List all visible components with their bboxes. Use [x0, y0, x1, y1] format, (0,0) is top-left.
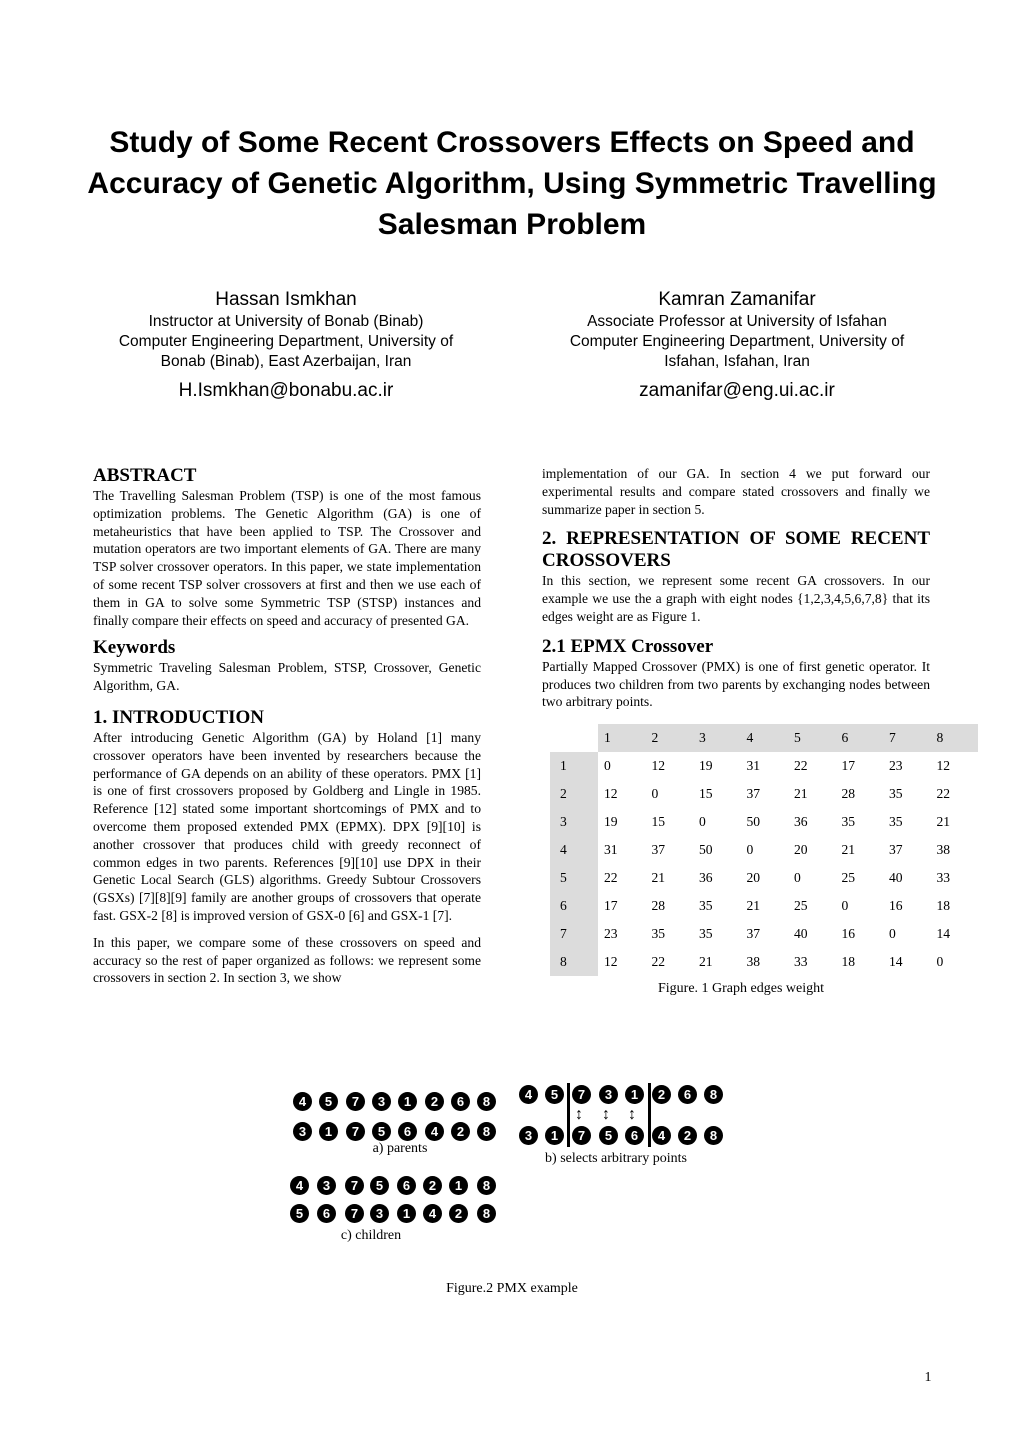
- table-cell: 14: [889, 954, 903, 969]
- node-ball: 7: [345, 1176, 364, 1195]
- node-ball: 5: [290, 1204, 309, 1223]
- row-header: 1: [550, 752, 598, 780]
- intro-paragraph-2: In this paper, we compare some of these crossovers on speed and accuracy so the rest of paper organized as follows: we represent some crossovers in section 2. In section 3, we show: [93, 934, 481, 986]
- node-ball: 7: [346, 1122, 365, 1141]
- children-label: c) children: [340, 1228, 402, 1243]
- table-cell: 25: [841, 870, 856, 885]
- table-cell: 16: [841, 926, 856, 941]
- author-email[interactable]: zamanifar@eng.ui.ac.ir: [639, 380, 835, 401]
- table-cell: 37: [651, 842, 666, 857]
- row-header: 5: [550, 864, 598, 892]
- node-ball: 1: [398, 1092, 417, 1111]
- column-header: 1: [598, 724, 646, 752]
- table-row: [550, 836, 978, 864]
- column-header: 7: [883, 724, 931, 752]
- table-cell: 20: [746, 870, 761, 885]
- row-header: 3: [550, 808, 598, 836]
- table-cell: 35: [841, 814, 856, 829]
- table-row: [550, 752, 978, 780]
- column-header: 8: [931, 724, 979, 752]
- table-cell: 20: [794, 842, 808, 857]
- crossover-point-line: [567, 1083, 570, 1147]
- table-cell: 36: [699, 870, 713, 885]
- node-ball: 2: [449, 1204, 468, 1223]
- node-ball: 6: [317, 1204, 336, 1223]
- table-cell: 37: [746, 926, 761, 941]
- node-ball: 4: [425, 1122, 444, 1141]
- node-ball: 6: [625, 1126, 644, 1145]
- node-ball: 6: [678, 1085, 697, 1104]
- crossover-point-line: [648, 1083, 651, 1147]
- node-ball: 6: [398, 1122, 417, 1141]
- table-row: [550, 808, 978, 836]
- author-name: Kamran Zamanifar: [658, 289, 816, 310]
- table-cell: 21: [746, 898, 761, 913]
- row-header: 8: [550, 948, 598, 976]
- abstract-text: The Travelling Salesman Problem (TSP) is one of the most famous optimization problems. The Genetic Algorithm (GA) is one of metaheuristics that have been applied to TSP. The Crossover and mutation operators are two important elements of GA. There are many TSP solver crossover operators. In this paper, we state implementation of some recent TSP solver crossovers at first and then we use each of them in GA to solve some Symmetric TSP (STSP) instances and finally compare their effects on speed and accuracy of presented GA.: [93, 488, 481, 628]
- table-cell: 37: [746, 786, 761, 801]
- node-ball: 8: [477, 1176, 496, 1195]
- table-cell: 28: [651, 898, 666, 913]
- table-cell: 21: [699, 954, 713, 969]
- node-ball: 5: [599, 1126, 618, 1145]
- table-cell: 35: [889, 786, 903, 801]
- table-cell: 35: [699, 926, 713, 941]
- table-cell: 0: [889, 926, 896, 941]
- table-cell: 50: [746, 814, 761, 829]
- table-cell: 0: [936, 954, 944, 969]
- table-cell: 21: [936, 814, 951, 829]
- row-header: 2: [550, 780, 598, 808]
- table-cell: 21: [794, 786, 808, 801]
- node-ball: 5: [372, 1122, 391, 1141]
- swap-arrow-icon: ↕: [575, 1106, 583, 1123]
- column-header: 3: [693, 724, 741, 752]
- table-cell: 35: [889, 814, 903, 829]
- node-ball: 4: [293, 1092, 312, 1111]
- node-ball: 3: [372, 1092, 391, 1111]
- parents-label: a) parents: [372, 1141, 428, 1156]
- swap-arrow-icon: ↕: [628, 1106, 636, 1123]
- paper-title: Study of Some Recent Crossovers Effects on Speed and Accuracy of Genetic Algorithm, Using Symmetric Travelling Salesman Problem: [87, 126, 937, 241]
- swap-arrow-icon: ↕: [602, 1106, 610, 1123]
- right-column: [542, 465, 930, 717]
- table-cell: 40: [794, 926, 808, 941]
- table-cell: 35: [651, 926, 666, 941]
- table-cell: 37: [889, 842, 903, 857]
- table-cell: 40: [889, 870, 903, 885]
- node-ball: 8: [704, 1126, 723, 1145]
- column-header: 5: [788, 724, 836, 752]
- keywords-text: Symmetric Traveling Salesman Problem, STSP, Crossover, Genetic Algorithm, GA.: [93, 660, 481, 694]
- table-row: [550, 920, 978, 948]
- table-cell: 33: [936, 870, 951, 885]
- author-email[interactable]: H.Ismkhan@bonabu.ac.ir: [178, 380, 394, 401]
- node-ball: 1: [449, 1176, 468, 1195]
- table-cell: 33: [794, 954, 808, 969]
- node-ball: 6: [451, 1092, 470, 1111]
- table-cell: 17: [841, 758, 856, 773]
- keywords-heading: Keywords: [93, 637, 176, 659]
- node-ball: 7: [572, 1126, 591, 1145]
- column-header: 2: [646, 724, 694, 752]
- section2-heading: 2. REPRESENTATION OF SOME RECENT CROSSOVERS: [542, 528, 930, 572]
- table-cell: 22: [794, 758, 808, 773]
- table-cell: 0: [746, 842, 754, 857]
- author-affiliation: Instructor at University of Bonab (Binab): [148, 313, 424, 330]
- node-ball: 7: [345, 1204, 364, 1223]
- table-cell: 0: [841, 898, 849, 913]
- table-row: [550, 948, 978, 976]
- author-affiliation: Associate Professor at University of Isfahan: [587, 313, 887, 330]
- page-number: 1: [924, 1370, 932, 1385]
- author-1: [86, 288, 486, 403]
- node-ball: 3: [599, 1085, 618, 1104]
- node-ball: 3: [370, 1204, 389, 1223]
- section21-text: Partially Mapped Crossover (PMX) is one of first genetic operator. It produces two children from two parents by exchanging nodes between two arbitrary points.: [542, 658, 930, 710]
- section21-heading: 2.1 EPMX Crossover: [542, 635, 714, 657]
- table-cell: 36: [794, 814, 808, 829]
- table-cell: 38: [936, 842, 951, 857]
- table-cell: 0: [604, 758, 611, 773]
- table-row: [550, 864, 978, 892]
- table-cell: 31: [746, 758, 761, 773]
- row-header: 4: [550, 836, 598, 864]
- table-cell: 21: [651, 870, 666, 885]
- table-cell: 17: [604, 898, 618, 913]
- node-ball: 8: [477, 1122, 496, 1141]
- table-cell: 12: [604, 786, 618, 801]
- node-ball: 2: [678, 1126, 697, 1145]
- node-ball: 1: [545, 1126, 564, 1145]
- edge-weight-table: [550, 724, 978, 976]
- table-cell: 12: [936, 758, 951, 773]
- table-cell: 23: [604, 926, 618, 941]
- node-ball: 3: [519, 1126, 538, 1145]
- table-cell: 14: [936, 926, 951, 941]
- author-department: Computer Engineering Department, University of Bonab (Binab), East Azerbaijan, Iran: [118, 333, 454, 370]
- table-cell: 19: [604, 814, 618, 829]
- table-cell: 0: [699, 814, 706, 829]
- column-header: 6: [836, 724, 884, 752]
- intro-paragraph-1: After introducing Genetic Algorithm (GA) by Holand [1] many crossover operators have been invented by researchers because the performance of GA depends on an ability of these operators. PMX [1] is one of first crossovers proposed by Goldberg and Lingle in 1985. Reference [12] stated some important shortcomings of PMX and to overcome them proposed extended PMX (EPMX). DPX [9][10] is another crossover that produces child with greedy reconnect of common edges in two parents. References [9][10] use DPX in their Genetic Local Search (GLS) algorithms. Greedy Subtour Crossovers (GSXs) [7][8][9] family are another groups of crossovers that operate fast. GSX-2 [8] is improved version of GSX-0 [6] and GSX-1 [7].: [93, 729, 481, 923]
- abstract-heading: ABSTRACT: [93, 465, 197, 486]
- node-ball: 8: [704, 1085, 723, 1104]
- corner-cell: [550, 724, 598, 752]
- table-cell: 18: [936, 898, 951, 913]
- figure1-caption: Figure. 1 Graph edges weight: [657, 981, 825, 996]
- node-ball: 5: [370, 1176, 389, 1195]
- table-cell: 38: [746, 954, 761, 969]
- node-ball: 4: [519, 1085, 538, 1104]
- node-ball: 4: [290, 1176, 309, 1195]
- table-cell: 18: [841, 954, 856, 969]
- table-cell: 0: [794, 870, 801, 885]
- node-ball: 5: [319, 1092, 338, 1111]
- column-header: 4: [741, 724, 789, 752]
- table-cell: 22: [936, 786, 951, 801]
- row-header: 7: [550, 920, 598, 948]
- node-ball: 7: [572, 1085, 591, 1104]
- table-cell: 15: [651, 814, 666, 829]
- table-cell: 16: [889, 898, 903, 913]
- table-cell: 22: [651, 954, 666, 969]
- row-header: 6: [550, 892, 598, 920]
- node-ball: 2: [423, 1176, 442, 1195]
- node-ball: 8: [477, 1092, 496, 1111]
- intro-heading: 1. INTRODUCTION: [93, 706, 265, 728]
- node-ball: 2: [425, 1092, 444, 1111]
- table-cell: 0: [651, 786, 659, 801]
- section2-text: In this section, we represent some recent GA crossovers. In our example we use the a graph with eight nodes {1,2,3,4,5,6,7,8} that its edges weight are as Figure 1.: [542, 573, 930, 624]
- node-ball: 1: [625, 1085, 644, 1104]
- node-ball: 5: [545, 1085, 564, 1104]
- table-cell: 50: [699, 842, 713, 857]
- node-ball: 8: [477, 1204, 496, 1223]
- table-header-row: [550, 724, 978, 752]
- author-2: [537, 288, 937, 403]
- node-ball: 3: [317, 1176, 336, 1195]
- node-ball: 2: [451, 1122, 470, 1141]
- table-cell: 15: [699, 786, 713, 801]
- table-cell: 21: [841, 842, 856, 857]
- table-row: [550, 892, 978, 920]
- node-ball: 1: [319, 1122, 338, 1141]
- table-cell: 25: [794, 898, 808, 913]
- table-cell: 31: [604, 842, 618, 857]
- table-cell: 12: [651, 758, 666, 773]
- arbitrary-points-label: b) selects arbitrary points: [545, 1151, 687, 1166]
- table-cell: 22: [604, 870, 618, 885]
- node-ball: 6: [397, 1176, 416, 1195]
- author-name: Hassan Ismkhan: [215, 289, 357, 310]
- table-cell: 28: [841, 786, 856, 801]
- table-row: [550, 780, 978, 808]
- node-ball: 4: [652, 1126, 671, 1145]
- node-ball: 1: [397, 1204, 416, 1223]
- author-department: Computer Engineering Department, University of Isfahan, Isfahan, Iran: [569, 333, 905, 370]
- node-ball: 4: [423, 1204, 442, 1223]
- node-ball: 3: [293, 1122, 312, 1141]
- table-cell: 19: [699, 758, 713, 773]
- table-cell: 35: [699, 898, 713, 913]
- intro-paragraph-3: implementation of our GA. In section 4 we put forward our experimental results and compare stated crossovers and finally we summarize paper in section 5.: [542, 466, 930, 517]
- left-column: [93, 465, 481, 993]
- node-ball: 2: [652, 1085, 671, 1104]
- table-cell: 12: [604, 954, 618, 969]
- table-cell: 23: [889, 758, 903, 773]
- node-ball: 7: [346, 1092, 365, 1111]
- figure2-caption: Figure.2 PMX example: [446, 1281, 578, 1296]
